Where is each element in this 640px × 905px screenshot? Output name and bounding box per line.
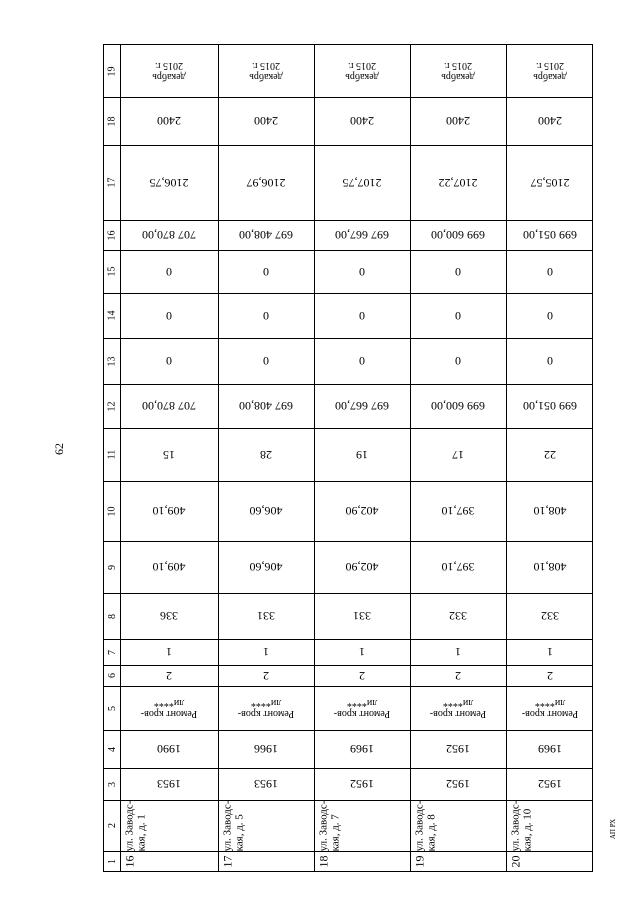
value-cell-c11: 17 bbox=[452, 448, 464, 462]
value-cell-c9: 406,60 bbox=[249, 560, 283, 575]
value-cell-c15: 0 bbox=[359, 265, 365, 279]
work-type-cell: Ремонт кров- ли**** bbox=[237, 697, 295, 719]
address-cell: ул. Заводс- кая, д. 5 bbox=[221, 800, 246, 851]
value-cell-c14: 0 bbox=[547, 309, 553, 323]
value-cell-c15: 0 bbox=[166, 265, 172, 279]
value-cell-c13: 0 bbox=[455, 354, 461, 369]
column-number: 16 bbox=[106, 230, 118, 240]
value-cell-c12: 699 600,00 bbox=[431, 399, 485, 414]
column-number: 15 bbox=[106, 266, 118, 277]
column-number: 8 bbox=[106, 613, 118, 619]
value-cell-c12: 699 051,00 bbox=[523, 399, 577, 414]
value-cell-c7: 1 bbox=[166, 645, 172, 660]
value-cell-c14: 0 bbox=[359, 309, 365, 323]
value-cell-c3: 1952 bbox=[350, 777, 374, 792]
value-cell-c8: 331 bbox=[353, 609, 371, 624]
value-cell-c3: 1953 bbox=[157, 777, 181, 792]
row-number: 18 bbox=[316, 855, 331, 867]
deadline-cell: декабрь 2015 г. bbox=[345, 60, 379, 82]
value-cell-c18: 2400 bbox=[157, 114, 181, 129]
value-cell-c3: 1952 bbox=[538, 777, 562, 792]
row-number: 20 bbox=[508, 855, 523, 867]
value-cell-c13: 0 bbox=[263, 354, 269, 369]
value-cell-c11: 28 bbox=[260, 448, 272, 462]
value-cell-c12: 707 870,00 bbox=[142, 399, 196, 414]
column-number: 13 bbox=[106, 356, 118, 366]
address-cell: ул. Заводс- кая, д. 10 bbox=[509, 800, 534, 851]
value-cell-c10: 402,90 bbox=[345, 504, 379, 519]
value-cell-c12: 697 408,00 bbox=[239, 399, 293, 414]
column-number: 5 bbox=[106, 705, 118, 711]
column-number: 10 bbox=[106, 506, 118, 516]
deadline-cell: декабрь 2015 г. bbox=[533, 60, 567, 82]
value-cell-c4: 1966 bbox=[254, 742, 278, 757]
value-cell-c13: 0 bbox=[166, 354, 172, 369]
column-number: 2 bbox=[106, 823, 118, 828]
address-cell: ул. Заводс- кая, д. 8 bbox=[413, 800, 438, 851]
value-cell-c16: 707 870,00 bbox=[142, 228, 196, 243]
value-cell-c3: 1953 bbox=[254, 777, 278, 792]
value-cell-c8: 332 bbox=[449, 609, 467, 624]
value-cell-c13: 0 bbox=[359, 354, 365, 369]
row-number: 17 bbox=[220, 855, 235, 867]
work-type-cell: Ремонт кров- ли**** bbox=[333, 697, 391, 719]
column-number: 11 bbox=[106, 449, 118, 460]
value-cell-c13: 0 bbox=[547, 354, 553, 369]
value-cell-c10: 408,10 bbox=[533, 504, 567, 519]
address-cell: ул. Заводс- кая, д. 7 bbox=[317, 800, 342, 851]
value-cell-c8: 336 bbox=[160, 609, 178, 624]
value-cell-c4: 1952 bbox=[446, 742, 470, 757]
value-cell-c9: 397,10 bbox=[441, 560, 475, 575]
column-number: 1 bbox=[106, 858, 118, 864]
value-cell-c6: 2 bbox=[166, 669, 172, 683]
column-number: 3 bbox=[106, 781, 118, 787]
value-cell-c18: 2400 bbox=[254, 114, 278, 129]
value-cell-c16: 697 408,00 bbox=[239, 228, 293, 243]
value-cell-c6: 2 bbox=[359, 669, 365, 683]
value-cell-c7: 1 bbox=[263, 645, 269, 660]
value-cell-c6: 2 bbox=[547, 669, 553, 683]
value-cell-c18: 2400 bbox=[446, 114, 470, 129]
value-cell-c10: 406,60 bbox=[249, 504, 283, 519]
value-cell-c8: 331 bbox=[257, 609, 275, 624]
footer-mark: АП РХ bbox=[609, 818, 617, 840]
value-cell-c12: 697 667,00 bbox=[335, 399, 389, 414]
value-cell-c14: 0 bbox=[263, 309, 269, 323]
value-cell-c17: 2107,75 bbox=[342, 176, 382, 190]
column-number: 14 bbox=[106, 310, 118, 321]
value-cell-c17: 2107,22 bbox=[438, 176, 478, 190]
column-number: 12 bbox=[106, 401, 118, 411]
value-cell-c7: 1 bbox=[359, 645, 365, 660]
value-cell-c16: 699 051,00 bbox=[523, 228, 577, 243]
column-number: 17 bbox=[106, 177, 118, 188]
deadline-cell: декабрь 2015 г. bbox=[249, 60, 283, 82]
row-number: 19 bbox=[412, 855, 427, 867]
value-cell-c18: 2400 bbox=[350, 114, 374, 129]
value-cell-c7: 1 bbox=[455, 645, 461, 660]
value-cell-c11: 19 bbox=[356, 448, 368, 462]
value-cell-c15: 0 bbox=[547, 265, 553, 279]
value-cell-c4: 1969 bbox=[350, 742, 374, 757]
value-cell-c8: 332 bbox=[541, 609, 559, 624]
value-cell-c14: 0 bbox=[455, 309, 461, 323]
value-cell-c15: 0 bbox=[455, 265, 461, 279]
value-cell-c15: 0 bbox=[263, 265, 269, 279]
column-number: 7 bbox=[106, 649, 118, 655]
page-number: 62 bbox=[52, 443, 66, 455]
column-number: 18 bbox=[106, 116, 118, 126]
value-cell-c9: 402,90 bbox=[345, 560, 379, 575]
column-number: 6 bbox=[106, 673, 118, 678]
value-cell-c6: 2 bbox=[455, 669, 461, 683]
work-type-cell: Ремонт кров- ли**** bbox=[521, 697, 579, 719]
deadline-cell: декабрь 2015 г. bbox=[152, 60, 186, 82]
work-type-cell: Ремонт кров- ли**** bbox=[140, 697, 198, 719]
column-number: 9 bbox=[106, 564, 118, 570]
value-cell-c17: 2106,75 bbox=[149, 176, 189, 190]
value-cell-c4: 1990 bbox=[157, 742, 181, 757]
value-cell-c6: 2 bbox=[263, 669, 269, 683]
value-cell-c11: 22 bbox=[544, 448, 556, 462]
value-cell-c11: 15 bbox=[163, 448, 175, 462]
column-number: 4 bbox=[106, 746, 118, 752]
work-type-cell: Ремонт кров- ли**** bbox=[429, 697, 487, 719]
value-cell-c10: 409,10 bbox=[152, 504, 186, 519]
address-cell: ул. Заводс- кая, д. 1 bbox=[123, 800, 148, 851]
value-cell-c18: 2400 bbox=[538, 114, 562, 129]
value-cell-c4: 1969 bbox=[538, 742, 562, 757]
value-cell-c10: 397,10 bbox=[441, 504, 475, 519]
value-cell-c7: 1 bbox=[547, 645, 553, 660]
value-cell-c16: 697 667,00 bbox=[335, 228, 389, 243]
column-number: 19 bbox=[106, 66, 118, 76]
value-cell-c17: 2105,57 bbox=[530, 176, 570, 190]
value-cell-c3: 1952 bbox=[446, 777, 470, 792]
value-cell-c9: 409,10 bbox=[152, 560, 186, 575]
repair-table bbox=[103, 44, 593, 872]
row-number: 16 bbox=[122, 855, 137, 867]
value-cell-c16: 699 600,00 bbox=[431, 228, 485, 243]
value-cell-c14: 0 bbox=[166, 309, 172, 323]
value-cell-c17: 2106,97 bbox=[246, 176, 286, 190]
deadline-cell: декабрь 2015 г. bbox=[441, 60, 475, 82]
value-cell-c9: 408,10 bbox=[533, 560, 567, 575]
